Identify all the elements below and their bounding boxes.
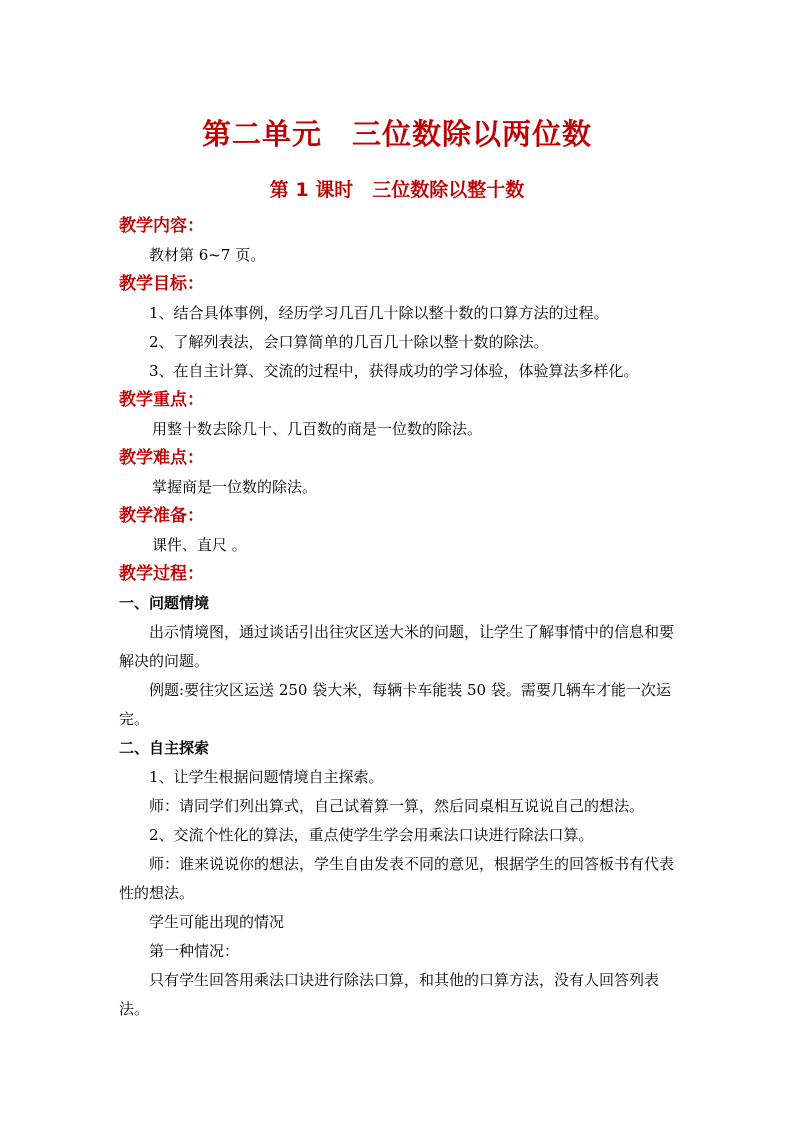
content-heading: 教学内容：: [119, 216, 204, 236]
content-text: 教材第 6~7 页。: [149, 246, 266, 264]
paragraph: 1、让学生根据问题情境自主探索。: [149, 768, 384, 786]
part1-title: 一、问题情境: [119, 594, 210, 612]
paragraph: 2、交流个性化的算法，重点使学生学会用乘法口诀进行除法口算。: [149, 826, 594, 844]
preparation-text: 课件、直尺 。: [152, 536, 247, 554]
part2-title: 二、自主探索: [119, 739, 210, 757]
process-heading: 教学过程：: [119, 564, 204, 584]
paragraph: 第一种情况：: [149, 942, 240, 960]
paragraph: 出示情境图，通过谈话引出往灾区送大米的问题，让学生了解事情中的信息和要解决的问题。: [119, 623, 675, 670]
difficulties-text: 掌握商是一位数的除法。: [152, 478, 318, 496]
key-points-text: 用整十数去除几十、几百数的商是一位数的除法。: [152, 420, 483, 438]
paragraph: 师：谁来说说你的想法，学生自由发表不同的意见，根据学生的回答板书有代表性的想法。: [119, 855, 675, 902]
paragraph: 例题:要往灾区运送 250 袋大米，每辆卡车能装 50 袋。需要几辆车才能一次运完。: [119, 681, 671, 728]
lesson-subtitle: 第 1 课时 三位数除以整十数: [269, 179, 525, 201]
difficulties-heading: 教学难点：: [119, 448, 204, 468]
paragraph: 只有学生回答用乘法口诀进行除法口算，和其他的口算方法，没有人回答列表法。: [119, 971, 660, 1018]
paragraph: 师：请同学们列出算式，自己试着算一算，然后同桌相互说说自己的想法。: [149, 797, 645, 815]
goal-item: 2、了解列表法，会口算简单的几百几十除以整十数的除法。: [149, 333, 549, 351]
document-body: [119, 212, 679, 1024]
unit-title: 第二单元 三位数除以两位数: [201, 117, 592, 151]
goal-item: 3、在自主计算、交流的过程中，获得成功的学习体验，体验算法多样化。: [149, 362, 639, 380]
preparation-heading: 教学准备：: [119, 506, 204, 526]
goal-item: 1、结合具体事例，经历学习几百几十除以整十数的口算方法的过程。: [149, 304, 609, 322]
key-points-heading: 教学重点：: [119, 390, 204, 410]
goals-heading: 教学目标：: [119, 274, 204, 294]
paragraph: 学生可能出现的情况: [149, 913, 285, 931]
